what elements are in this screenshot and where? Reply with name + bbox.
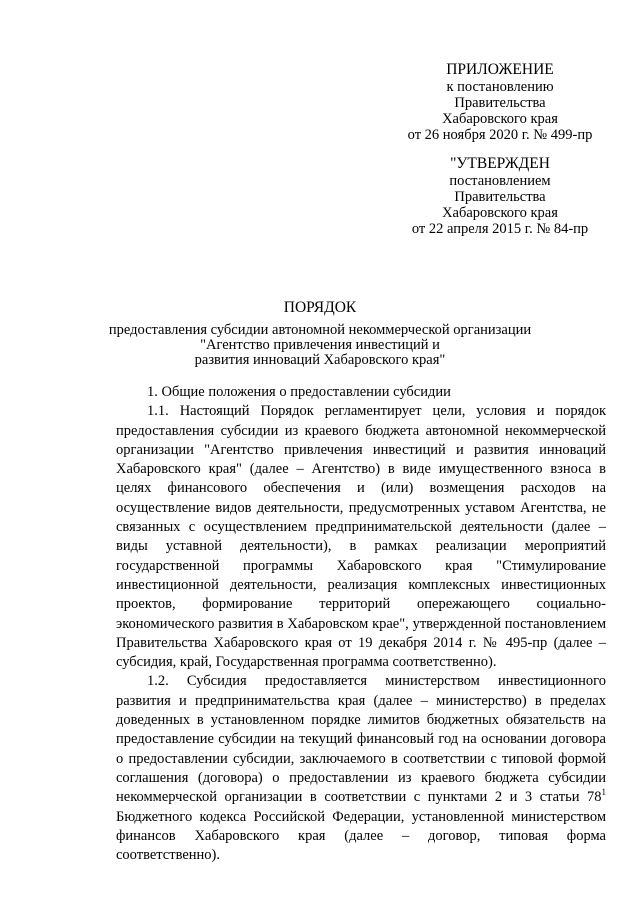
appendix-title: ПРИЛОЖЕНИЕ (446, 61, 554, 78)
document-subtitle-line: предоставления субсидии автономной некоммерческой организации (108, 322, 532, 338)
approved-header (380, 155, 620, 237)
paragraph-1-1: 1.1. Настоящий Порядок регламентирует цели, условия и порядок предоставления субсидии из краевого бюджета автономной некоммерческой организации "Агентство привлечения инвестиций и развития инноваций Хабаровского края" (далее – Агентство) в виде имущественного взноса в целях финансового обеспечения и (или) возмещения расходов на осуществление видов деятельности, предусмотренных уставом Агентства, не связанных с осуществлением предпринимательской деятельности (далее – виды уставной деятельности), в рамках реализации мероприятий государственной программы Хабаровского края "Стимулирование инвестиционной деятельности, реализация комплексных инвестиционных проектов, формирование территорий опережающего социально-экономического развития в Хабаровском крае", утвержденной постановлением Правительства Хабаровского края от 19 декабря 2014 г. № 495-пр (далее – субсидия, край, Государственная программа соответственно). (116, 403, 606, 671)
document-title-block (60, 299, 580, 368)
approved-line: Правительства (454, 189, 546, 205)
document-title: ПОРЯДОК (283, 299, 357, 316)
document-subtitle-line: "Агентство привлечения инвестиций и (200, 337, 440, 353)
approved-line: постановлением (449, 173, 551, 189)
approved-line: от 22 апреля 2015 г. № 84-пр (411, 221, 589, 237)
section-heading: 1. Общие положения о предоставлении субсидии (147, 384, 451, 400)
document-subtitle-line: развития инноваций Хабаровского края" (194, 352, 446, 368)
appendix-line: Хабаровского края (442, 111, 558, 127)
appendix-line: от 26 ноября 2020 г. № 499-пр (407, 127, 593, 143)
document-body (116, 383, 606, 865)
paragraph-1-2 (116, 672, 606, 865)
footnote-superscript: 1 (601, 787, 606, 798)
appendix-header (380, 61, 620, 143)
approved-title: "УТВЕРЖДЕН (450, 155, 550, 172)
appendix-line: Правительства (454, 95, 546, 111)
approved-line: Хабаровского края (442, 205, 558, 221)
paragraph-1-2-text-end: Бюджетного кодекса Российской Федерации, установленной министерством финансов Хабаровского края (далее – договор, типовая форма соответственно). (116, 808, 606, 864)
paragraph-1-2-text: 1.2. Субсидия предоставляется министерством инвестиционного развития и предпринимательства края (далее – министерство) в пределах доведенных в установленном порядке лимитов бюджетных обязательств на предоставление субсидии на текущий финансовый год на основании договора о предоставлении субсидии, заключаемого в соответствии с типовой формой соглашения (договора) о предоставлении из краевого бюджета субсидии некоммерческой организации в соответствии с пунктами 2 и 3 статьи 78 (116, 673, 606, 806)
appendix-line: к постановлению (446, 79, 554, 95)
